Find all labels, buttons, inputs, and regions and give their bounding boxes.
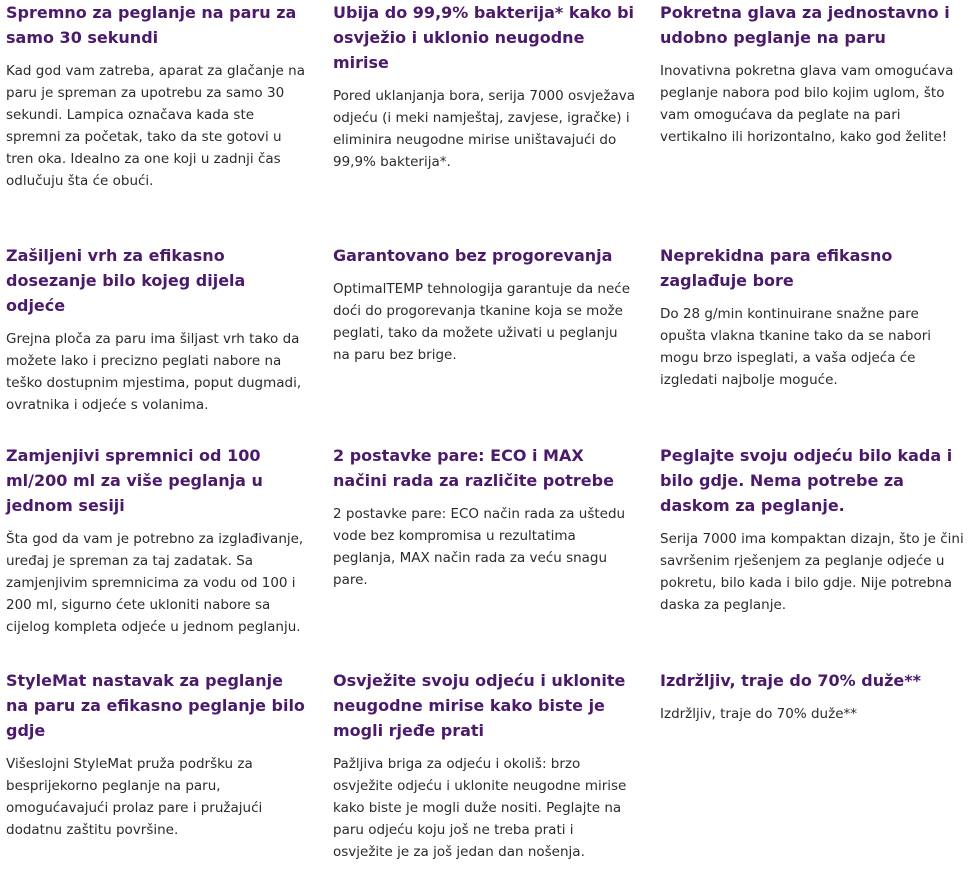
feature-durable — [660, 668, 964, 725]
feature-description: Do 28 g/min kontinuirane snažne pare opušta vlakna tkanine tako da se nabori mogu brzo ispeglati, a vaša odjeća će izgledati najbolje moguće. — [660, 306, 932, 388]
feature-kills-bacteria — [333, 0, 635, 173]
feature-title: Izdržljiv, traje do 70% duže** — [660, 671, 922, 690]
feature-description: Višeslojni StyleMat pruža podršku za besprijekorno peglanje na paru, omogućavajući prolaz pare i pružajući dodatnu zaštitu površine. — [6, 756, 263, 838]
feature-removable-tanks — [6, 443, 306, 638]
feature-title: Pokretna glava za jednostavno i udobno peglanje na paru — [660, 3, 950, 47]
feature-continuous-steam — [660, 243, 964, 391]
feature-title: Spremno za peglanje na paru za samo 30 sekundi — [6, 3, 297, 47]
feature-title: 2 postavke pare: ECO i MAX načini rada za različite potrebe — [333, 446, 614, 490]
feature-title: Neprekidna para efikasno zaglađuje bore — [660, 246, 893, 290]
feature-description: Grejna ploča za paru ima šiljast vrh tako da možete lako i precizno peglati nabore na teško dostupnim mjestima, poput dugmadi, ovratnika i odjeće s volanima. — [6, 331, 302, 413]
feature-title: Garantovano bez progorevanja — [333, 246, 613, 265]
feature-movable-head — [660, 0, 964, 148]
feature-description: Pored uklanjanja bora, serija 7000 osvježava odjeću (i meki namještaj, zavjese, igračke) i eliminira neugodne mirise uništavajući do 99,9% bakterija*. — [333, 88, 635, 170]
feature-description: Šta god da vam je potrebno za izglađivanje, uređaj je spreman za taj zadatak. Sa zamjenjivim spremnicima za vodu od 100 i 200 ml, sigurno ćete ukloniti nabore sa cijelog kompleta odjeće u jednom peglanju. — [6, 531, 304, 635]
feature-description: Serija 7000 ima kompaktan dizajn, što je čini savršenim rješenjem za peglanje odjeće u pokretu, bilo kada i bilo gdje. Nije potrebna daska za peglanje. — [660, 531, 964, 613]
feature-description: OptimalTEMP tehnologija garantuje da neće doći do progorevanja tkanine koja se može peglati, tako da možete uživati u peglanju na paru bez brige. — [333, 281, 631, 363]
feature-description: Kad god vam zatreba, aparat za glačanje na paru je spreman za upotrebu za samo 30 sekundi. Lampica označava kada ste spremni za početak, tako da ste gotovi u tren oka. Idealno za one koji u zadnji čas odlučuju šta će obući. — [6, 63, 305, 189]
feature-description: 2 postavke pare: ECO način rada za uštedu vode bez kompromisa u rezultatima peglanja, MAX način rada za veću snagu pare. — [333, 506, 626, 588]
feature-description: Inovativna pokretna glava vam omogućava peglanje nabora pod bilo kojim uglom, što vam omogućava da peglate na pari vertikalno ili horizontalno, kako god želite! — [660, 63, 954, 145]
feature-no-ironing-board — [660, 443, 964, 616]
feature-title: Zamjenjivi spremnici od 100 ml/200 ml za više peglanja u jednom sesiji — [6, 446, 263, 515]
feature-steam-settings — [333, 443, 635, 591]
feature-steam-ready — [6, 0, 306, 192]
feature-title: Osvježite svoju odjeću i uklonite neugodne mirise kako biste je mogli rjeđe prati — [333, 671, 626, 740]
feature-pointed-tip — [6, 243, 306, 416]
feature-title: Ubija do 99,9% bakterija* kako bi osvježio i uklonio neugodne mirise — [333, 3, 635, 72]
feature-title: Zašiljeni vrh za efikasno dosezanje bilo kojeg dijela odjeće — [6, 246, 246, 315]
feature-no-burns — [333, 243, 635, 366]
feature-title: Peglajte svoju odjeću bilo kada i bilo gdje. Nema potrebe za daskom za peglanje. — [660, 446, 953, 515]
feature-refresh-clothes — [333, 668, 635, 863]
feature-stylemat — [6, 668, 306, 841]
feature-title: StyleMat nastavak za peglanje na paru za efikasno peglanje bilo gdje — [6, 671, 305, 740]
feature-description: Izdržljiv, traje do 70% duže** — [660, 706, 857, 722]
feature-description: Pažljiva briga za odjeću i okoliš: brzo osvježite odjeću i uklonite neugodne mirise kako biste je mogli duže nositi. Peglajte na paru odjeću koju još ne treba prati i osvježite je za još jedan dan nošenja. — [333, 756, 627, 860]
